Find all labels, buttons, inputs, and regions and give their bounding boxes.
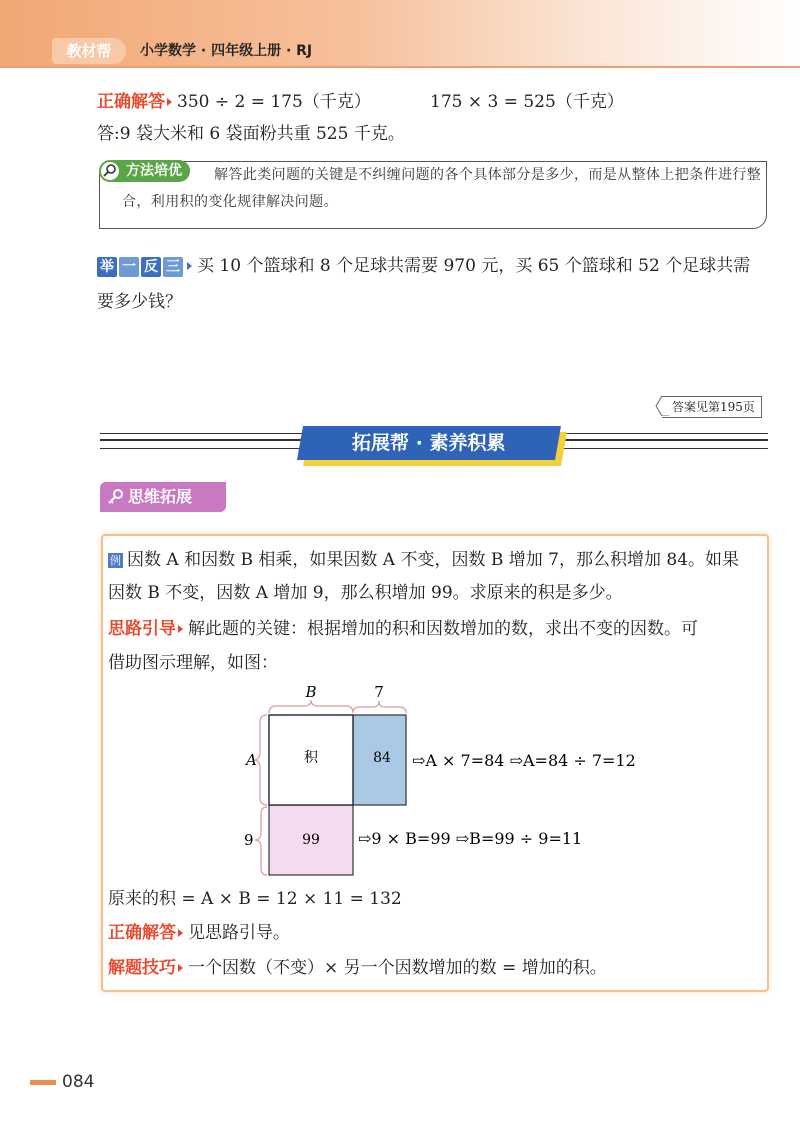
guide-row bbox=[108, 617, 698, 641]
brace-9 bbox=[255, 807, 267, 875]
example-line2: 因数 B 不变，因数 A 增加 9，那么积增加 99。求原来的积是多少。 bbox=[108, 583, 623, 603]
answer1-calc1: 350 ÷ 2 = 175（千克） bbox=[177, 92, 371, 112]
example-row1 bbox=[108, 548, 739, 572]
label-arrow-icon bbox=[178, 964, 183, 972]
section-banner bbox=[297, 426, 561, 460]
tip-text: 一个因数（不变）× 另一个因数增加的数 = 增加的积。 bbox=[188, 958, 607, 978]
practice-line2: 要多少钱？ bbox=[97, 292, 182, 312]
tip-row bbox=[108, 956, 607, 980]
cell-99-label: 99 bbox=[302, 832, 320, 848]
header-badge: 教材帮 bbox=[52, 38, 126, 64]
guide-label: 思路引导 bbox=[108, 619, 176, 639]
original-product: 原来的积 = A × B = 12 × 11 = 132 bbox=[108, 889, 402, 909]
answer2-text: 见思路引导。 bbox=[188, 923, 290, 943]
label-arrow-icon bbox=[187, 262, 192, 270]
label-arrow-icon bbox=[178, 929, 183, 937]
answer2-row bbox=[108, 921, 290, 945]
thinking-tag-label: 思维拓展 bbox=[128, 487, 193, 506]
magnifier-icon bbox=[99, 160, 121, 182]
practice-tag-char: 一 bbox=[119, 257, 139, 277]
practice-tag-char: 反 bbox=[141, 257, 161, 277]
brace-b bbox=[269, 700, 353, 713]
equation-a: ⇨A × 7=84 ⇨A=84 ÷ 7=12 bbox=[412, 751, 636, 770]
label-7: 7 bbox=[374, 683, 384, 701]
practice-line1: 买 10 个篮球和 8 个足球共需要 970 元，买 65 个篮球和 52 个足球共需 bbox=[197, 256, 751, 276]
answer1-label: 正确解答 bbox=[97, 92, 165, 112]
answer2-label: 正确解答 bbox=[108, 923, 176, 943]
brace-7 bbox=[353, 701, 406, 713]
example-marker: 例 bbox=[110, 554, 121, 567]
label-9: 9 bbox=[244, 831, 254, 849]
practice-tag-char: 举 bbox=[97, 257, 117, 277]
method-tag: 方法培优 bbox=[102, 160, 190, 182]
method-text: 解答此类问题的关键是不纠缠问题的各个具体部分是多少，而是从整体上把条件进行整合，利用积的变化规律解决问题。 bbox=[122, 167, 762, 210]
guide-line1: 解此题的关键：根据增加的积和因数增加的数，求出不变的因数。可 bbox=[188, 619, 698, 639]
header-divider bbox=[0, 66, 800, 68]
answer-reference[interactable]: 答案见第195页 bbox=[662, 396, 762, 418]
key-icon bbox=[106, 488, 124, 506]
example-line1: 因数 A 和因数 B 相乘，如果因数 A 不变，因数 B 增加 7，那么积增加 84。如果 bbox=[127, 550, 740, 570]
answer1-row bbox=[97, 90, 371, 114]
practice-row bbox=[97, 254, 750, 278]
tip-label: 解题技巧 bbox=[108, 958, 176, 978]
page-number: 084 bbox=[62, 1072, 95, 1092]
section-banner-text: 拓展帮 · 素养积累 bbox=[352, 432, 506, 454]
equation-b: ⇨9 × B=99 ⇨B=99 ÷ 9=11 bbox=[358, 829, 583, 848]
area-diagram bbox=[240, 680, 640, 880]
answer1-conclusion: 答:9 袋大米和 6 袋面粉共重 525 千克。 bbox=[97, 124, 405, 144]
answer1-calc2: 175 × 3 = 525（千克） bbox=[430, 92, 624, 112]
label-a: A bbox=[246, 751, 257, 769]
label-arrow-icon bbox=[167, 98, 172, 106]
practice-tag-char: 三 bbox=[163, 257, 183, 277]
label-arrow-icon bbox=[178, 625, 183, 633]
guide-line2: 借助图示理解，如图： bbox=[108, 653, 278, 673]
cell-84-label: 84 bbox=[373, 750, 391, 766]
page-title: 小学数学 · 四年级上册 · RJ bbox=[140, 43, 313, 59]
footer-accent-bar bbox=[30, 1080, 56, 1085]
label-b: B bbox=[305, 683, 317, 701]
cell-product-label: 积 bbox=[304, 750, 318, 766]
